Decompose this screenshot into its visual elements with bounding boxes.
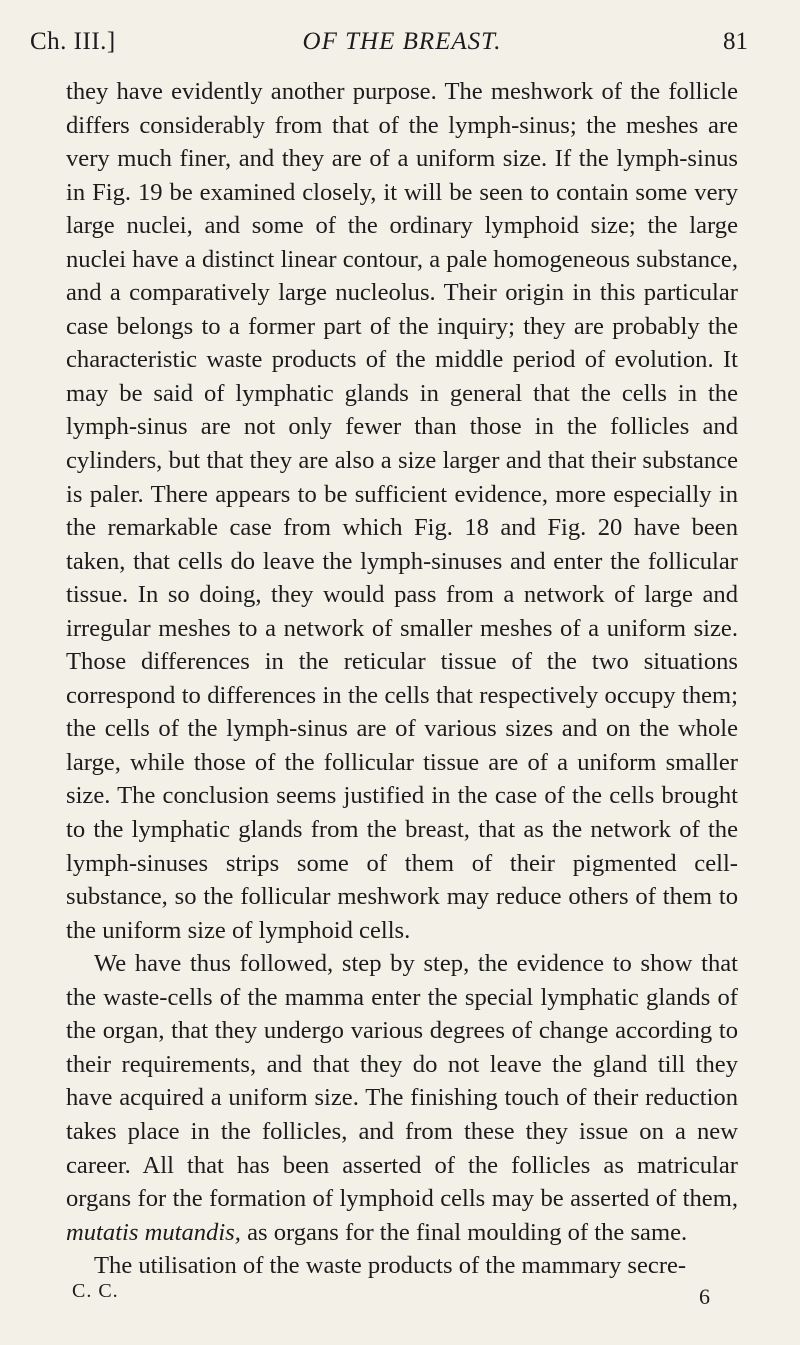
- paragraph-text: The utilisation of the waste products of the mammary secre-: [94, 1252, 687, 1280]
- signature-mark: 6: [699, 1283, 710, 1309]
- paragraph-3: [66, 1249, 738, 1283]
- signature-label: C. C.: [72, 1279, 119, 1302]
- body-text: [66, 75, 738, 1283]
- page-footer: [66, 1280, 738, 1310]
- italic-phrase: mutatis mutandis,: [66, 1218, 241, 1246]
- paragraph-1: [66, 75, 738, 947]
- paragraph-text: they have evidently another purpose. The meshwork of the follicle differs considerably from that of the lymph-sinus; the meshes are very much finer, and they are of a uniform size. If the lymph-sinus in Fig. 19 be examined closely, it will be seen to contain some very large nuclei, and some of the ordinary lymphoid size; the large nuclei have a distinct linear contour, a pale homogeneous substance, and a comparatively large nucleolus. Their origin in this particular case belongs to a former part of the inquiry; they are probably the characteristic waste products of the middle period of evolution. It may be said of lymphatic glands in general that the cells in the lymph-sinus are not only fewer than those in the follicles and cylinders, but that they are also a size larger and that their substance is paler. There appears to be sufficient evidence, more especially in the remarkable case from which Fig. 18 and Fig. 20 have been taken, that cells do leave the lymph-sinuses and enter the follicular tissue. In so doing, they would pass from a network of large and irregular meshes to a network of smaller meshes of a uniform size. Those differences in the reticular tissue of the two situations correspond to differences in the cells that respectively occupy them; the cells of the lymph-sinus are of various sizes and on the whole large, while those of the follicular tissue are of a uniform smaller size. The conclusion seems justified in the case of the cells brought to the lymphatic glands from the breast, that as the network of the lymph-sinuses strips some of them of their pigmented cell-substance, so the follicular meshwork may reduce others of them to the uniform size of lymphoid cells.: [66, 78, 738, 944]
- running-header: [30, 28, 748, 68]
- page-number: 81: [723, 28, 748, 55]
- paragraph-2: [66, 947, 738, 1249]
- running-title: OF THE BREAST.: [302, 28, 502, 55]
- paragraph-text: We have thus followed, step by step, the evidence to show that the waste-cells of the mamma enter the special lymphatic glands of the organ, that they undergo various degrees of change according to their requirements, and that they do not leave the gland till they have acquired a uniform size. The finishing touch of their reduction takes place in the follicles, and from these they issue on a new career. All that has been asserted of the follicles as matricular organs for the formation of lymphoid cells may be asserted of them,: [66, 950, 738, 1213]
- chapter-label: Ch. III.]: [30, 28, 116, 55]
- paragraph-text: as organs for the final moulding of the same.: [247, 1218, 688, 1246]
